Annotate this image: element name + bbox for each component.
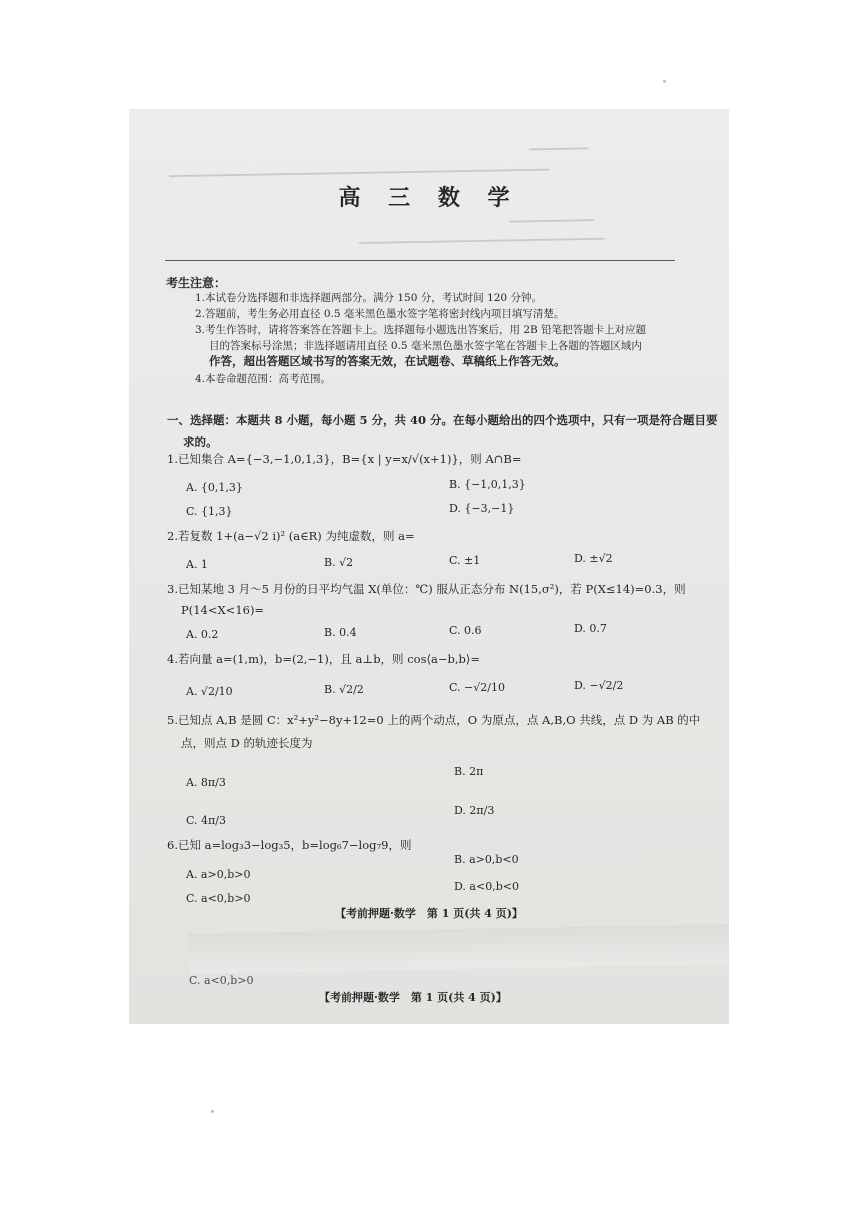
notice-item: 1.本试卷分选择题和非选择题两部分。满分 150 分，考试时间 120 分钟。: [195, 292, 542, 304]
bleed-through-text: ▁▁▁▁▁▁▁: [528, 136, 589, 151]
option-b: B. 0.4: [324, 626, 357, 639]
bleed-through-text: ▁▁▁▁▁▁▁▁▁▁▁▁▁▁▁▁▁▁▁▁▁▁▁▁▁▁▁▁▁▁▁▁▁▁▁▁▁▁▁▁▁▁▁▁▁: [168, 157, 550, 178]
question-stem: 2.若复数 1+(a−√2 i)² (a∈R) 为纯虚数，则 a=: [167, 529, 415, 543]
paper-fold: [189, 924, 729, 973]
option-c: C. −√2/10: [449, 681, 505, 694]
question-stem: 4.若向量 a=(1,m)，b=(2,−1)，且 a⊥b，则 cos⟨a−b,b⟩=: [167, 652, 480, 666]
notice-item: 目的答案标号涂黑；非选择题请用直径 0.5 毫米黑色墨水签字笔在答题卡上各题的答题区域内: [209, 340, 642, 352]
notice-item: 作答，超出答题区域书写的答案无效，在试题卷、草稿纸上作答无效。: [209, 354, 566, 368]
option-c: C. 4π/3: [186, 814, 226, 827]
notice-heading: 考生注意：: [166, 276, 227, 290]
option-c: C. a<0,b>0: [186, 892, 251, 905]
option-b: B. {−1,0,1,3}: [449, 478, 526, 491]
photographed-exam-page: [129, 109, 729, 1024]
page-footer: 【考前押题·数学 第 1 页(共 4 页)】: [335, 907, 523, 920]
option-b: B. 2π: [454, 765, 484, 778]
repeated-option-fragment: C. a<0,b>0: [189, 974, 254, 987]
option-d: D. −√2/2: [574, 679, 624, 692]
question-stem-cont: 点，则点 D 的轨迹长度为: [181, 736, 313, 750]
option-c: C. ±1: [449, 554, 481, 567]
option-a: A. 8π/3: [186, 776, 226, 789]
question-stem: 5.已知点 A,B 是圆 C：x²+y²−8y+12=0 上的两个动点，O 为原点，点 A,B,O 共线，点 D 为 AB 的中: [167, 713, 701, 727]
option-d: D. ±√2: [574, 552, 613, 565]
page-speck: [211, 1110, 214, 1113]
option-b: B. √2: [324, 556, 354, 569]
question-stem: 3.已知某地 3 月～5 月份的日平均气温 X(单位：℃) 服从正态分布 N(15,σ²)，若 P(X≤14)=0.3，则: [167, 582, 686, 596]
header-rule: [165, 260, 675, 261]
option-c: C. {1,3}: [186, 505, 233, 518]
option-a: A. 0.2: [186, 628, 219, 641]
option-d: D. 0.7: [574, 622, 607, 635]
section-instruction: 一、选择题：本题共 8 小题，每小题 5 分，共 40 分。在每小题给出的四个选项中，只有一项是符合题目要: [167, 413, 718, 427]
section-instruction-cont: 求的。: [183, 435, 218, 449]
notice-item: 2.答题前，考生务必用直径 0.5 毫米黑色墨水签字笔将密封线内项目填写清楚。: [195, 308, 565, 320]
option-d: D. a<0,b<0: [454, 880, 519, 893]
option-b: B. √2/2: [324, 683, 364, 696]
page-title: 高 三 数 学: [338, 185, 520, 211]
question-stem-cont: P(14<X<16)=: [181, 603, 265, 617]
option-a: A. 1: [186, 558, 208, 571]
bleed-through-text: ▁▁▁▁▁▁▁▁▁▁: [508, 208, 594, 223]
bleed-through-text: ▁▁▁▁▁▁▁▁▁▁▁▁▁▁▁▁▁▁▁▁▁▁▁▁▁▁▁▁▁: [358, 226, 605, 245]
notice-item: 4.本卷命题范围：高考范围。: [195, 373, 332, 385]
page-footer-repeat: 【考前押题·数学 第 1 页(共 4 页)】: [319, 991, 507, 1004]
option-b: B. a>0,b<0: [454, 853, 519, 866]
option-a: A. √2/10: [186, 685, 233, 698]
notice-item: 3.考生作答时，请将答案答在答题卡上。选择题每小题选出答案后，用 2B 铅笔把答题卡上对应题: [195, 324, 647, 336]
question-stem: 6.已知 a=log₃3−log₃5，b=log₆7−log₇9，则: [167, 838, 412, 852]
option-d: D. 2π/3: [454, 804, 495, 817]
option-a: A. {0,1,3}: [186, 481, 243, 494]
option-d: D. {−3,−1}: [449, 502, 515, 515]
option-c: C. 0.6: [449, 624, 482, 637]
question-stem: 1.已知集合 A={−3,−1,0,1,3}，B={x | y=x/√(x+1)}，则 A∩B=: [167, 452, 522, 466]
option-a: A. a>0,b>0: [186, 868, 251, 881]
page-speck: [663, 80, 666, 83]
